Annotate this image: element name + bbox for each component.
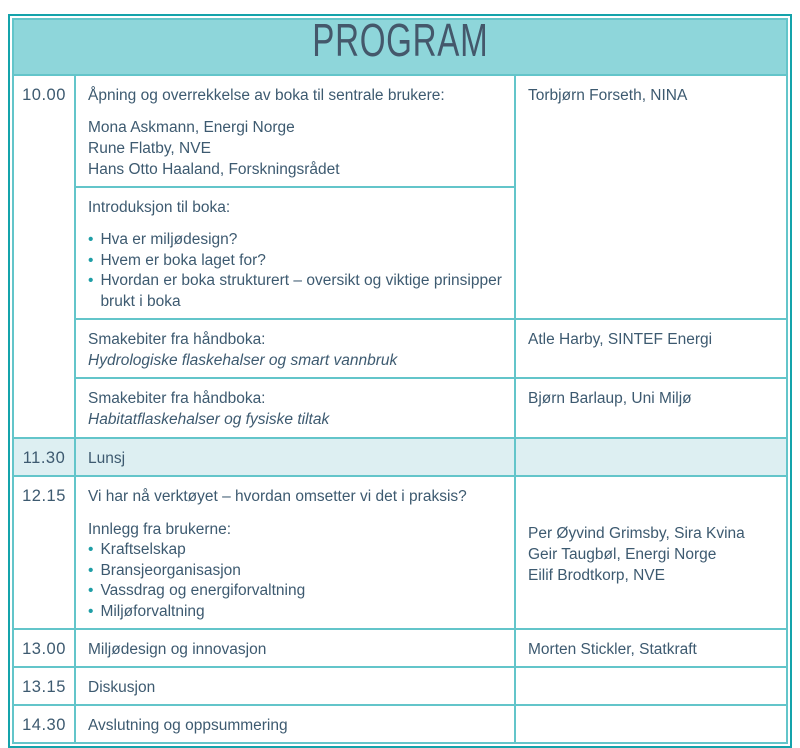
bullet-item	[88, 271, 504, 312]
session4-subtitle: Habitatflaskehalser og fysiske tiltak	[88, 411, 330, 428]
time-cell-1430: 14.30	[13, 705, 75, 743]
time-cell-1215: 12.15	[13, 476, 75, 629]
speaker-name: Torbjørn Forseth, NINA	[528, 87, 688, 104]
bullet-item	[88, 602, 504, 623]
header-cell	[13, 19, 787, 75]
presenter-name: Mona Askmann, Energi Norge	[88, 119, 295, 136]
session-1215-content	[75, 476, 515, 629]
session-1300-title: Miljødesign og innovasjon	[75, 629, 515, 667]
speaker-name: Eilif Brodtkorp, NVE	[528, 566, 665, 584]
bullet-text: • Kraftselskap	[100, 541, 186, 558]
bullet-text: • Hvordan er boka strukturert – oversikt og viktige prinsipper brukt i boka	[100, 272, 502, 310]
session4-title: Smakebiter fra håndboka:	[88, 390, 266, 407]
program-table-container	[8, 14, 792, 748]
speaker-cell-1215	[515, 476, 787, 629]
speaker-cell-1430-empty	[515, 705, 787, 743]
row-1000-session4	[13, 378, 787, 438]
session-1430-title: Avslutning og oppsummering	[75, 705, 515, 743]
row-1215	[13, 476, 787, 629]
session1-names	[88, 117, 504, 180]
lunch-speaker-cell-empty	[515, 438, 787, 476]
session3-subtitle: Hydrologiske flaskehalser og smart vannbruk	[88, 352, 398, 369]
speaker-cell-1315-empty	[515, 667, 787, 705]
bullet-item	[88, 230, 504, 251]
speaker-name: Geir Taugbøl, Energi Norge	[528, 545, 717, 563]
session-1215-title: Vi har nå verktøyet – hvordan omsetter vi det i praksis?	[88, 488, 467, 505]
speaker-name: Bjørn Barlaup, Uni Miljø	[528, 390, 692, 407]
lunch-title: Lunsj	[75, 438, 515, 476]
speaker-cell-1300	[515, 629, 787, 667]
time-cell-1300: 13.00	[13, 629, 75, 667]
session-1315-title: Diskusjon	[75, 667, 515, 705]
presenter-name: Hans Otto Haaland, Forskningsrådet	[88, 161, 340, 178]
session4-content	[75, 378, 515, 438]
session2-bullets	[88, 230, 504, 312]
presenter-name: Rune Flatby, NVE	[88, 140, 211, 157]
session-1215-subtitle: Innlegg fra brukerne:	[88, 521, 232, 538]
session2-content	[75, 187, 515, 319]
session-1215-list	[88, 519, 504, 622]
session1-content	[75, 75, 515, 187]
row-1000-session3	[13, 319, 787, 378]
bullet-text: • Bransjeorganisasjon	[100, 561, 241, 579]
speaker-name: Atle Harby, SINTEF Energi	[528, 331, 713, 348]
speaker-name: Morten Stickler, Statkraft	[528, 641, 697, 658]
speaker-cell-session1	[515, 75, 787, 319]
bullet-item	[88, 561, 504, 582]
row-1000-session1	[13, 75, 787, 187]
row-1130-lunch	[13, 438, 787, 476]
row-1430	[13, 705, 787, 743]
session1-title: Åpning og overrekkelse av boka til sentrale brukere:	[88, 87, 445, 104]
bullet-item	[88, 251, 504, 272]
bullet-item	[88, 581, 504, 602]
program-table	[12, 18, 788, 744]
speaker-cell-session4	[515, 378, 787, 438]
time-cell-1315: 13.15	[13, 667, 75, 705]
time-cell-1000: 10.00	[13, 75, 75, 438]
session2-title: Introduksjon til boka:	[88, 199, 231, 216]
bullet-text: • Hva er miljødesign?	[100, 231, 238, 248]
row-1315	[13, 667, 787, 705]
bullet-text: • Vassdrag og energiforvaltning	[100, 582, 306, 599]
time-cell-1130: 11.30	[13, 438, 75, 476]
header-row	[13, 19, 787, 75]
session3-content	[75, 319, 515, 378]
speaker-cell-session3	[515, 319, 787, 378]
bullet-item	[88, 540, 504, 561]
page-title: PROGRAM	[311, 19, 489, 66]
speaker-name: Per Øyvind Grimsby, Sira Kvina	[528, 524, 745, 542]
row-1300	[13, 629, 787, 667]
session3-title: Smakebiter fra håndboka:	[88, 331, 266, 348]
bullet-text: • Miljøforvaltning	[100, 602, 205, 620]
bullet-text: • Hvem er boka laget for?	[100, 251, 266, 269]
